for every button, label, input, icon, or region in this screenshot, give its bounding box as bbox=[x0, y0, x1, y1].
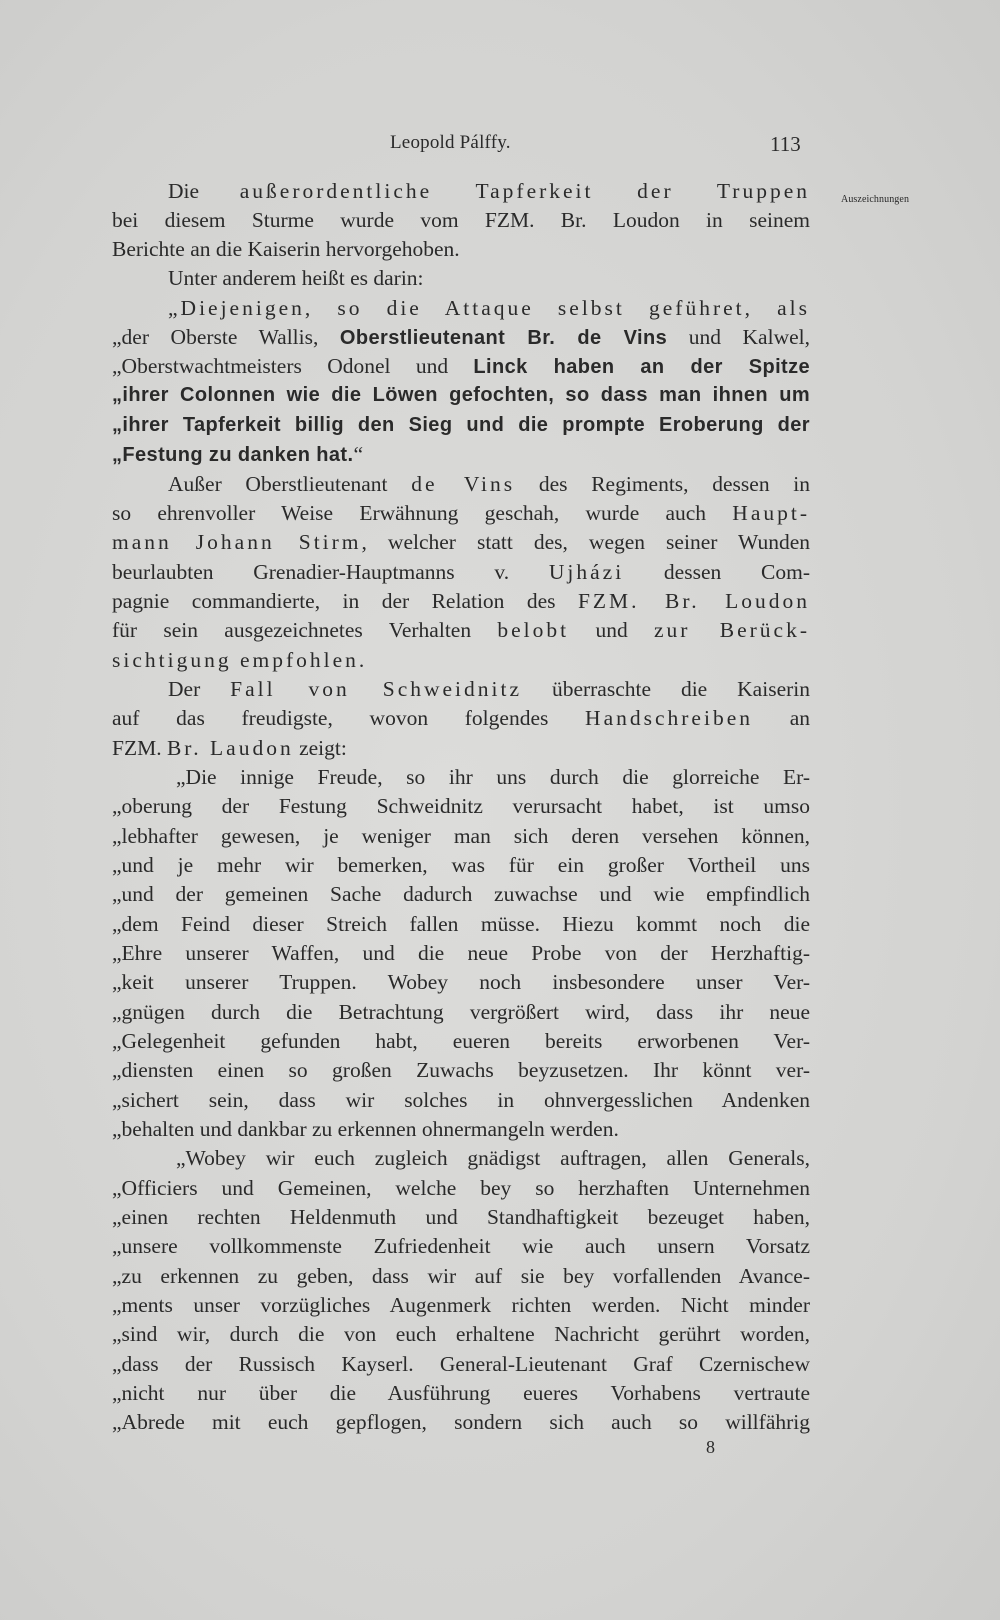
text-line: „behalten und dankbar zu erkennen ohnermangeln werden. bbox=[112, 1117, 619, 1141]
text-line: „oberung der Festung Schweidnitz verursacht habet, ist umso bbox=[112, 794, 810, 818]
text-line: „nicht nur über die Ausführung eueres Vorhabens vertraute bbox=[112, 1381, 810, 1405]
text-line: „Diejenigen, so die Attaque selbst geführet, als bbox=[168, 296, 810, 320]
text-line: „lebhafter gewesen, je weniger man sich deren versehen können, bbox=[112, 824, 810, 848]
text-line: Der Fall von Schweidnitz überraschte die Kaiserin bbox=[168, 677, 810, 701]
text-line: „Ehre unserer Waffen, und die neue Probe von der Herzhaftig- bbox=[112, 941, 810, 965]
text-line: „Wobey wir euch zugleich gnädigst auftragen, allen Generals, bbox=[176, 1146, 810, 1170]
text-line: „Die innige Freude, so ihr uns durch die glorreiche Er- bbox=[176, 765, 810, 789]
text-line: „gnügen durch die Betrachtung vergrößert wird, dass ihr neue bbox=[112, 1000, 810, 1024]
text-line: „diensten einen so großen Zuwachs beyzusetzen. Ihr könnt ver- bbox=[112, 1058, 810, 1082]
text-line: beurlaubten Grenadier-Hauptmanns v. Ujházi dessen Com- bbox=[112, 560, 810, 584]
text-line: Berichte an die Kaiserin hervorgehoben. bbox=[112, 237, 460, 261]
text-line: „Oberstwachtmeisters Odonel und Linck haben an der Spitze bbox=[112, 354, 811, 378]
text-line: Die außerordentliche Tapferkeit der Truppen bbox=[168, 179, 811, 203]
text-line: Außer Oberstlieutenant de Vins des Regiments, dessen in bbox=[168, 472, 810, 496]
text-line: für sein ausgezeichnetes Verhalten belobt und zur Berück- bbox=[112, 618, 811, 642]
margin-note: Auszeichnungen bbox=[841, 194, 910, 205]
text-line: „einen rechten Heldenmuth und Standhaftigkeit bezeuget haben, bbox=[112, 1205, 810, 1229]
running-header-title: Leopold Pálffy. bbox=[390, 132, 511, 153]
text-line: auf das freudigste, wovon folgendes Handschreiben an bbox=[112, 706, 810, 730]
text-line: „dem Feind dieser Streich fallen müsse. Hiezu kommt noch die bbox=[112, 912, 810, 936]
text-line: pagnie commandierte, in der Relation des FZM. Br. Loudon bbox=[112, 589, 810, 613]
text-line: „und der gemeinen Sache dadurch zuwachse und wie empfindlich bbox=[112, 882, 810, 906]
text-line: FZM. Br. Laudon zeigt: bbox=[112, 736, 347, 760]
text-line: „Festung zu danken hat.“ bbox=[112, 442, 363, 466]
text-line: bei diesem Sturme wurde vom FZM. Br. Loudon in seinem bbox=[112, 208, 810, 232]
text-line: so ehrenvoller Weise Erwähnung geschah, wurde auch Haupt- bbox=[112, 501, 810, 525]
text-line: „Abrede mit euch gepflogen, sondern sich auch so willfährig bbox=[112, 1410, 810, 1434]
text-line: „Officiers und Gemeinen, welche bey so herzhaften Unternehmen bbox=[112, 1176, 810, 1200]
text-line: „sind wir, durch die von euch erhaltene Nachricht gerührt worden, bbox=[112, 1322, 810, 1346]
text-line: „dass der Russisch Kayserl. General-Lieutenant Graf Czernischew bbox=[112, 1352, 810, 1376]
text-line: „zu erkennen zu geben, dass wir auf sie bey vorfallenden Avance- bbox=[112, 1264, 810, 1288]
text-line: „und je mehr wir bemerken, was für ein großer Vortheil uns bbox=[112, 853, 810, 877]
text-line: Unter anderem heißt es darin: bbox=[168, 266, 424, 290]
text-line: „unsere vollkommenste Zufriedenheit wie auch unsern Vorsatz bbox=[112, 1234, 810, 1258]
text-line: „Gelegenheit gefunden habt, eueren bereits erworbenen Ver- bbox=[112, 1029, 810, 1053]
text-line: „ihrer Tapferkeit billig den Sieg und die prompte Eroberung der bbox=[112, 414, 810, 436]
text-line: „ihrer Colonnen wie die Löwen gefochten, so dass man ihnen um bbox=[112, 384, 810, 406]
text-line: „keit unserer Truppen. Wobey noch insbesondere unser Ver- bbox=[112, 970, 810, 994]
page-number: 113 bbox=[770, 132, 801, 156]
text-line: mann Johann Stirm, welcher statt des, wegen seiner Wunden bbox=[112, 530, 811, 554]
text-line: „der Oberste Wallis, Oberstlieutenant Br. de Vins und Kalwel, bbox=[112, 325, 810, 349]
text-line: sichtigung empfohlen. bbox=[112, 648, 365, 672]
text-line: „sichert sein, dass wir solches in ohnvergesslichen Andenken bbox=[112, 1088, 810, 1112]
text-line: „ments unser vorzügliches Augenmerk richten werden. Nicht minder bbox=[112, 1293, 810, 1317]
signature-mark: 8 bbox=[706, 1437, 715, 1457]
